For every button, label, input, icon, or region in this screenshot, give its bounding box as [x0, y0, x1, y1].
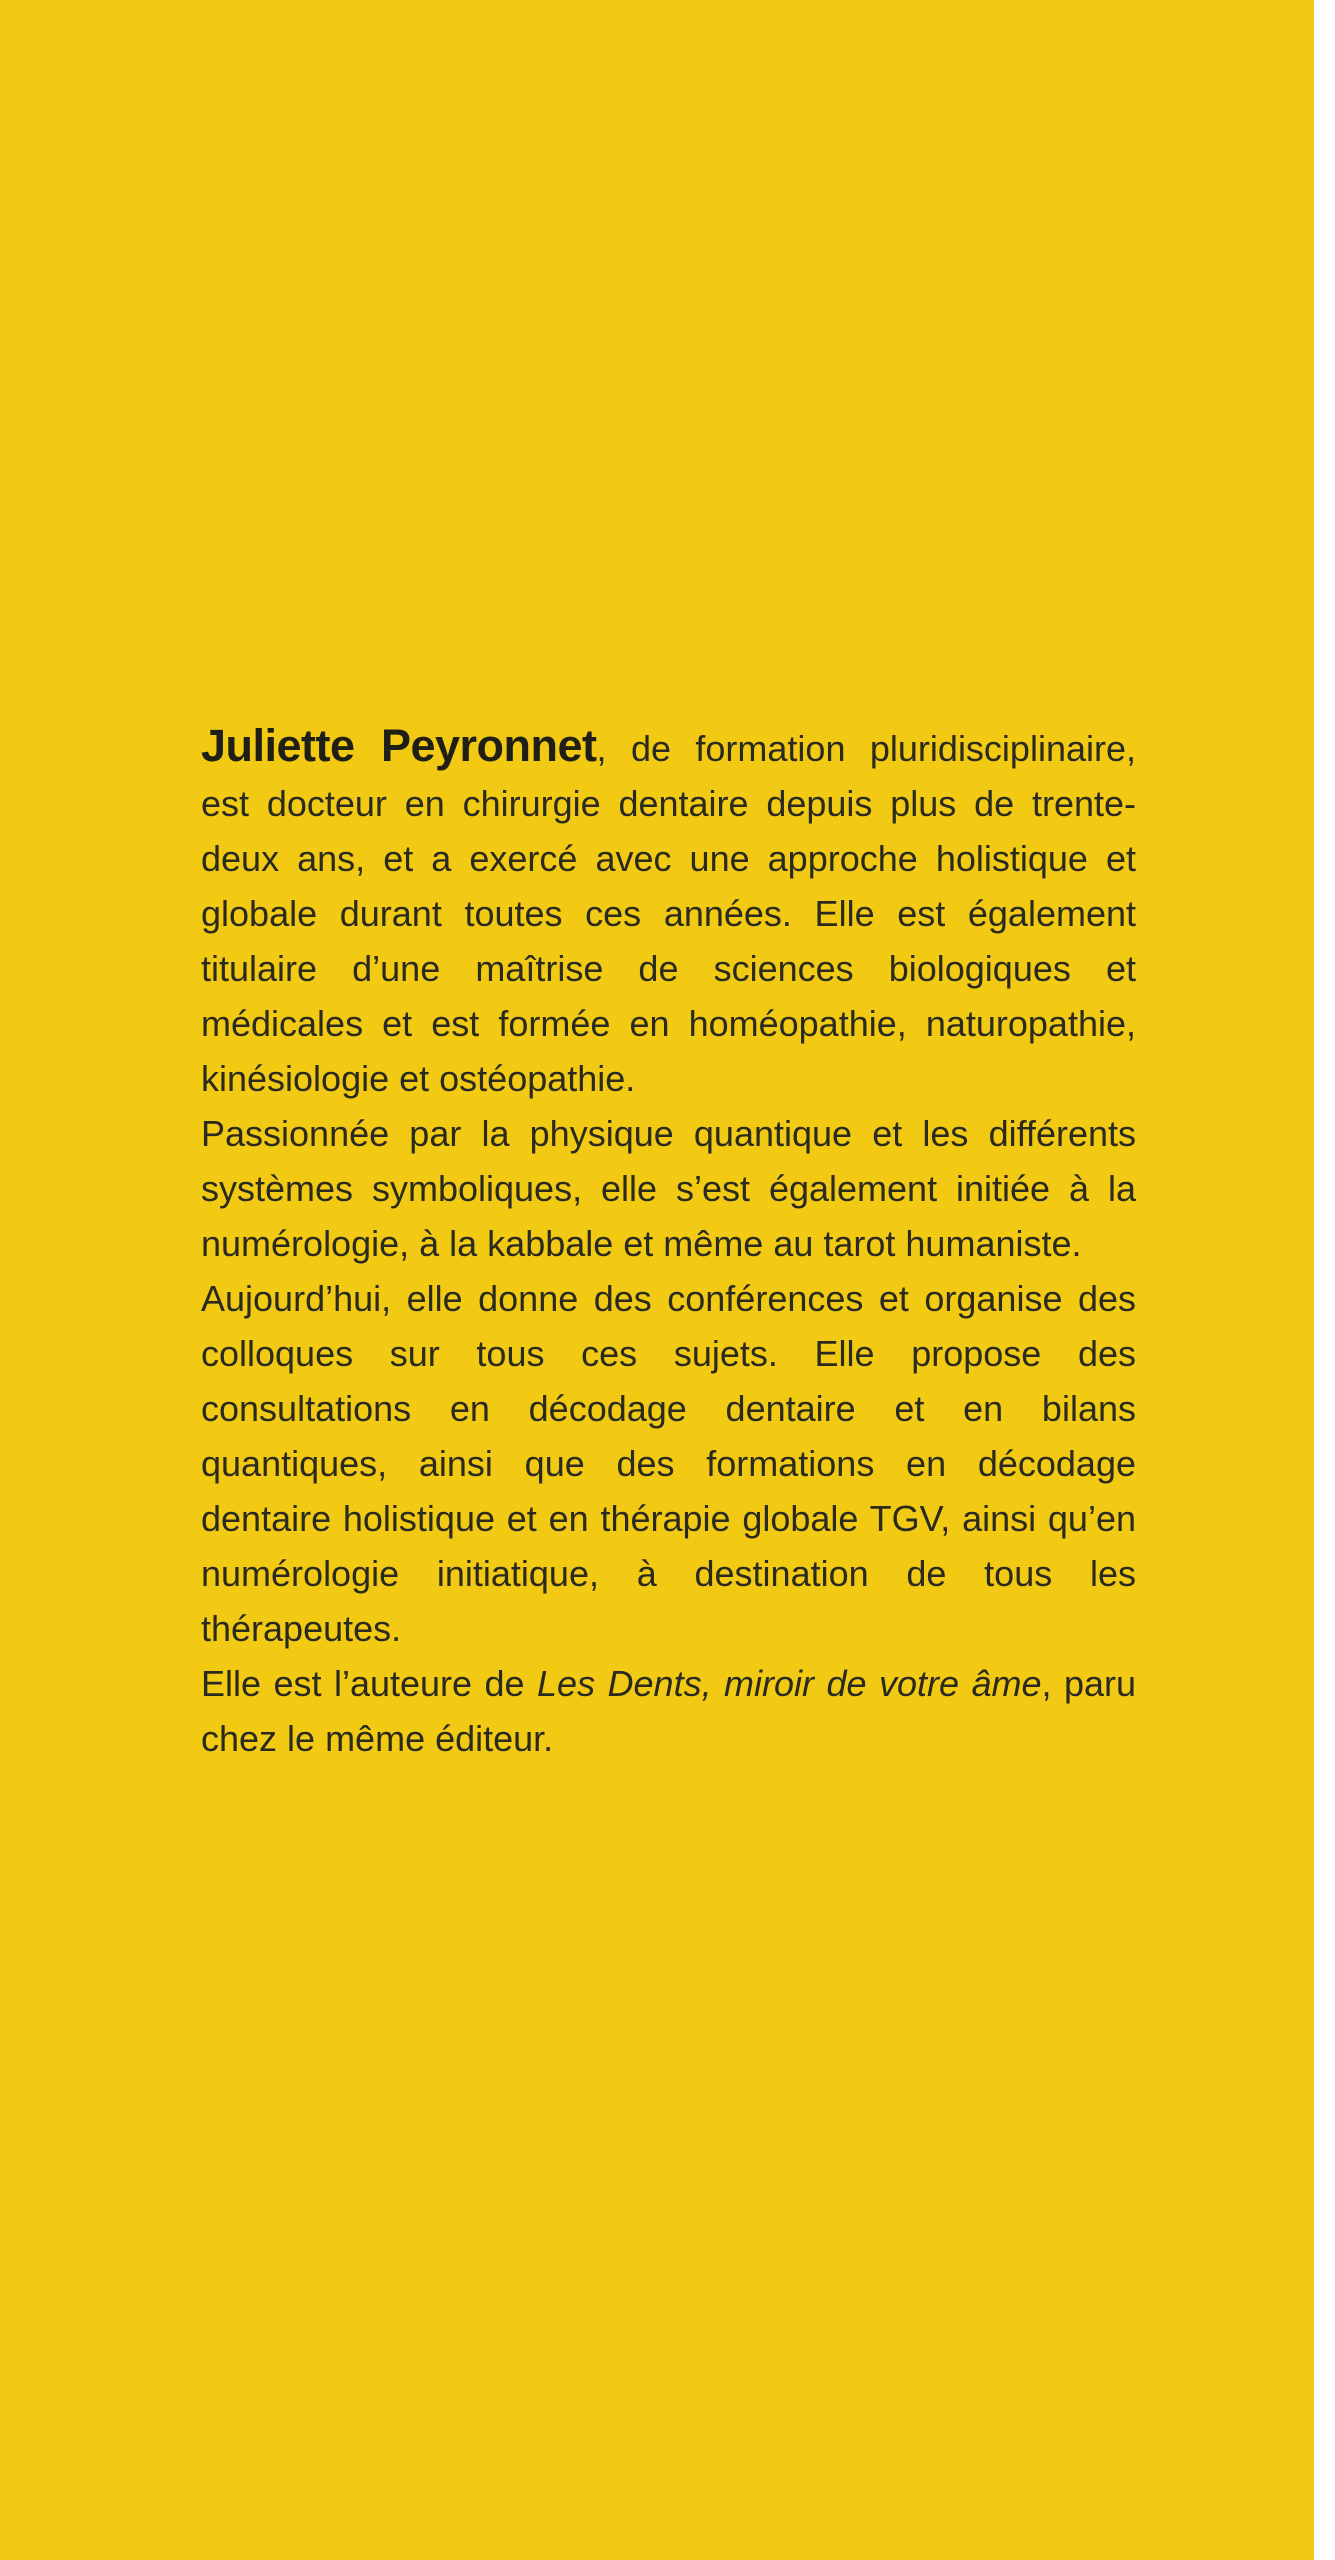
- bio-paragraph-1: [201, 718, 1136, 1106]
- bio-paragraph-3: Aujourd’hui, elle donne des conférences et organise des colloques sur tous ces sujets. Elle propose des consultations en décodage dentaire et en bilans quantiques, ainsi que des formations en décodage dentaire holistique et en thérapie globale TGV, ainsi qu’en numérologie initiatique, à destination de tous les thérapeutes.: [201, 1278, 1136, 1649]
- bio-paragraph-2: Passionnée par la physique quantique et les différents systèmes symboliques, elle s’est également initiée à la numérologie, à la kabbale et même au tarot humaniste.: [201, 1113, 1136, 1264]
- bio-paragraph-1-text: , de formation pluridisciplinaire, est docteur en chirurgie dentaire depuis plus de trente-deux ans, et a exercé avec une approche holistique et globale durant toutes ces années. Elle est également titulaire d’une maîtrise de sciences biologiques et médicales et est formée en homéopathie, naturopathie, kinésiologie et ostéopathie.: [201, 728, 1137, 1099]
- author-name: Juliette Peyronnet: [201, 720, 597, 771]
- bio-paragraph-4-lead: Elle est l’auteure de: [201, 1663, 538, 1704]
- author-biography: [201, 718, 1136, 1766]
- bio-paragraph-4: [201, 1656, 1136, 1766]
- book-title: Les Dents, miroir de votre âme: [537, 1663, 1042, 1704]
- bio-paragraph-4-tail: , paru chez le même éditeur.: [201, 1663, 1137, 1759]
